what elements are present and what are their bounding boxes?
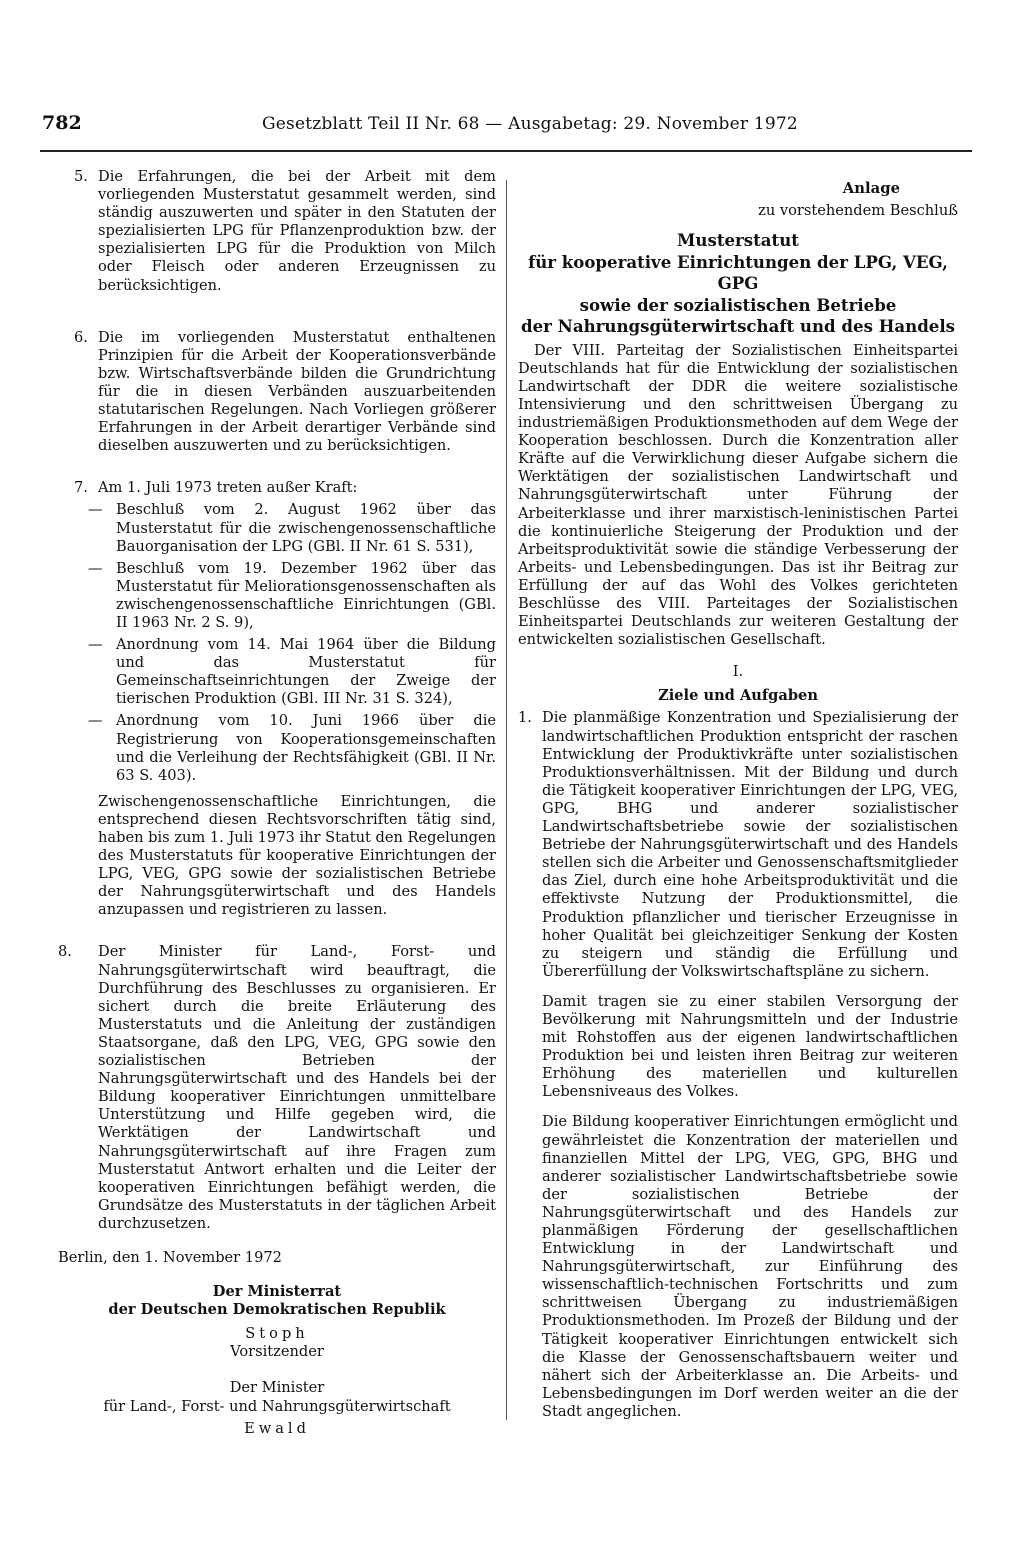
item-text: Der Minister für Land-, Forst- und Nahrungsgüterwirtschaft wird beauftragt, die Durchführung des Beschlusses zu organisieren. Er sichert durch die breite Erläuterung des Musterstatuts und die Anleitung der zuständigen Staatsorgane, daß den LPG, VEG, GPG sowie den sozialistischen Betrieben der Nahrungsgüterwirtschaft und des Handels bei der Bildung kooperativer Einrichtungen unmittelbare Unterstützung und Hilfe gegeben wird, die Werktätigen der Landwirtschaft und Nahrungsgüterwirtschaft auf ihre Fragen zum Musterstatut Antwort erhalten und die Leiter der kooperativen Einrichtungen befähigt werden, die Grundsätze des Musterstatuts in der täglichen Arbeit durchzusetzen. [98, 943, 496, 1232]
item-text: Am 1. Juli 1973 treten außer Kraft: [98, 479, 358, 497]
repealed-item [58, 712, 496, 784]
repealed-item [58, 560, 496, 632]
transition-paragraph: Zwischengenossenschaftliche Einrichtungen, die entsprechend diesen Rechtsvorschriften tätig sind, haben bis zum 1. Juli 1973 ihr Statut den Regelungen des Musterstatuts für kooperative Einrichtungen der LPG, VEG, GPG sowie der sozialistischen Betriebe der Nahrungsgüterwirtschaft und des Handels anzupassen und registrieren zu lassen. [98, 792, 496, 919]
item-number: 1. [518, 709, 532, 727]
left-column [58, 168, 496, 1438]
body-paragraph-3: Die Bildung kooperativer Einrichtungen ermöglicht und gewährleistet die Konzentration der materiellen und finanziellen Mittel der LPG, VEG, GPG, BHG und anderer sozialistischer Landwirtschaftsbetriebe sowie der sozialistischen Betriebe der Nahrungsgüterwirtschaft und des Handels zur planmäßigen Förderung der gesellschaftlichen Entwicklung in der Landwirtschaft und Nahrungsgüterwirtschaft, zur Einführung des wissenschaftlich-technischen Fortschritts und zum schrittweisen Übergang zu industriemäßigen Produktionsmethoden. Im Prozeß der Bildung und der Tätigkeit kooperativer Einrichtungen entwickelt sich die Klasse der Genossenschaftsbauern weiter und nähert sich der Arbeiterklasse an. Die Arbeits- und Lebensbedingungen im Dorf werden weiter an die der Stadt angeglichen. [542, 1113, 958, 1420]
list-item-7 [58, 479, 496, 497]
signatory-name-1: Stoph [245, 1325, 309, 1343]
section-number: I. [732, 663, 744, 681]
page-header [40, 112, 972, 142]
body-paragraph-2: Damit tragen sie zu einer stabilen Versorgung der Bevölkerung mit Nahrungsmitteln und der Industrie mit Rohstoffen aus der eigenen landwirtschaftlichen Produktion bei und leisten ihren Beitrag zur weiteren Erhöhung des materiellen und kulturellen Lebensniveaus des Volkes. [542, 992, 958, 1101]
dash-bullet: — [88, 501, 103, 519]
list-item-8 [58, 943, 496, 1233]
repealed-item-text: Anordnung vom 10. Juni 1966 über die Registrierung von Kooperationsgemeinschaften und die Verleihung der Rechtsfähigkeit (GBl. II Nr. 63 S. 403). [116, 712, 496, 784]
item-number: 5. [74, 168, 88, 185]
repealed-item-text: Anordnung vom 14. Mai 1964 über die Bildung und das Musterstatut für Gemeinschaftseinrichtungen der Zweige der tierischen Produktion (GBl. III Nr. 31 S. 324), [116, 636, 496, 708]
dash-bullet: — [88, 636, 103, 654]
item-number: 6. [74, 328, 88, 346]
item-number: 8. [58, 943, 72, 961]
signatory-name-2: Ewald [244, 1419, 310, 1437]
header-rule [40, 150, 972, 152]
dash-bullet: — [88, 559, 103, 577]
gazette-header-title: Gesetzblatt Teil II Nr. 68 — Ausgabetag: 29. November 1972 [262, 114, 798, 134]
section-heading: Ziele und Aufgaben [658, 687, 818, 705]
document-title: Musterstatut [677, 230, 799, 251]
signing-body: Der Ministerrat [212, 1283, 342, 1301]
preamble-paragraph: Der VIII. Parteitag der Sozialistischen Einheitspartei Deutschlands hat für die Entwicklung der sozialistischen Landwirtschaft der DDR die weitere sozialistische Intensivierung und den schrittweisen Übergang zu industriemäßigen Produktionsmethoden auf dem Wege der Kooperation beschlossen. Durch die Konzentration aller Kräfte auf die Verwirklichung dieser Aufgabe sichern die Werktätigen der sozialistischen Landwirtschaft und Nahrungsgüterwirtschaft unter Führung der Arbeiterklasse und ihrer marxistisch-leninistischen Partei die kontinuierliche Steigerung der Produktion und der Arbeitsproduktivität sowie die ständige Verbesserung der Arbeits- und Lebensbedingungen. Das ist ihr Beitrag zur Erfüllung der auf das Wohl des Volkes gerichteten Beschlüsse des VIII. Parteitages der Sozialistischen Einheitspartei Deutschlands zur weiteren Gestaltung der entwickelten sozialistischen Gesellschaft. [518, 341, 958, 649]
signatory-role-2: Der Minister [229, 1379, 325, 1397]
dash-bullet: — [88, 712, 103, 730]
document-title-line: der Nahrungsgüterwirtschaft und des Handels [520, 316, 956, 337]
signing-body-line2: der Deutschen Demokratischen Republik [108, 1301, 446, 1319]
right-column [518, 168, 958, 1421]
signature-block [58, 1283, 496, 1438]
repealed-item-text: Beschluß vom 19. Dezember 1962 über das Musterstatut für Meliorationsgenossenschaften als zwischengenossenschaftliche Einrichtungen (GBl. II 1963 Nr. 2 S. 9), [116, 559, 496, 631]
repealed-item [58, 636, 496, 708]
repealed-item-text: Beschluß vom 2. August 1962 über das Musterstatut für die zwischengenossenschaftliche Bauorganisation der LPG (GBl. II Nr. 61 S. 531), [116, 501, 496, 555]
repealed-item [58, 501, 496, 555]
item-text: Die planmäßige Konzentration und Spezialisierung der landwirtschaftlichen Produktion entspricht der raschen Entwicklung der Produktivkräfte unter sozialistischen Produktionsverhältnissen. Mit der Bildung und durch die Tätigkeit kooperativer Einrichtungen der LPG, VEG, GPG, BHG und anderer sozialistischer Landwirtschaftsbetriebe sowie der sozialistischen Betriebe der Nahrungsgüterwirtschaft und des Handels stellen sich die Arbeiter und Genossenschaftsmitglieder das Ziel, durch eine hohe Arbeitsproduktivität und die effektivste Nutzung der Produktionsmittel, die Produktion pflanzlicher und tierischer Erzeugnisse in hoher Qualität bei gleichzeitiger Senkung der Kosten zu steigern und ständig die Erfüllung und Übererfüllung der Volkswirtschaftspläne zu sichern. [542, 709, 958, 980]
page-number: 782 [42, 112, 82, 134]
annex-subtitle: zu vorstehendem Beschluß [758, 202, 958, 220]
annex-label: Anlage [842, 180, 900, 197]
item-text: Die im vorliegenden Musterstatut enthaltenen Prinzipien für die Arbeit der Kooperationsverbände bzw. Wirtschaftsverbände bilden die Grundrichtung für die in diesen Verbänden auszuarbeitenden statutarischen Regelungen. Nach Vorliegen größerer Erfahrungen in der Arbeit derartiger Verbände sind dieselben auszuwerten und zu berücksichtigen. [98, 328, 496, 455]
column-divider [506, 180, 507, 1420]
list-item-6 [58, 329, 496, 456]
item-text: Die Erfahrungen, die bei der Arbeit mit dem vorliegenden Musterstatut gesammelt werden, sind ständig auszuwerten und später in den Statuten der spezialisierten LPG für Pflanzenproduktion bzw. der spezialisierten LPG für die Produktion von Milch oder Fleisch oder anderen Erzeugnissen zu berücksichtigen. [98, 168, 496, 294]
place-date: Berlin, den 1. November 1972 [58, 1248, 282, 1266]
signatory-role-2-line2: für Land-, Forst- und Nahrungsgüterwirtschaft [103, 1397, 451, 1415]
document-title-line: sowie der sozialistischen Betriebe [579, 294, 897, 315]
document-title-line: für kooperative Einrichtungen der LPG, VEG, GPG [528, 251, 948, 294]
list-item-5 [58, 168, 496, 295]
list-item-1 [518, 709, 958, 980]
signatory-role-1: Vorsitzender [230, 1343, 324, 1361]
item-number: 7. [74, 479, 88, 497]
